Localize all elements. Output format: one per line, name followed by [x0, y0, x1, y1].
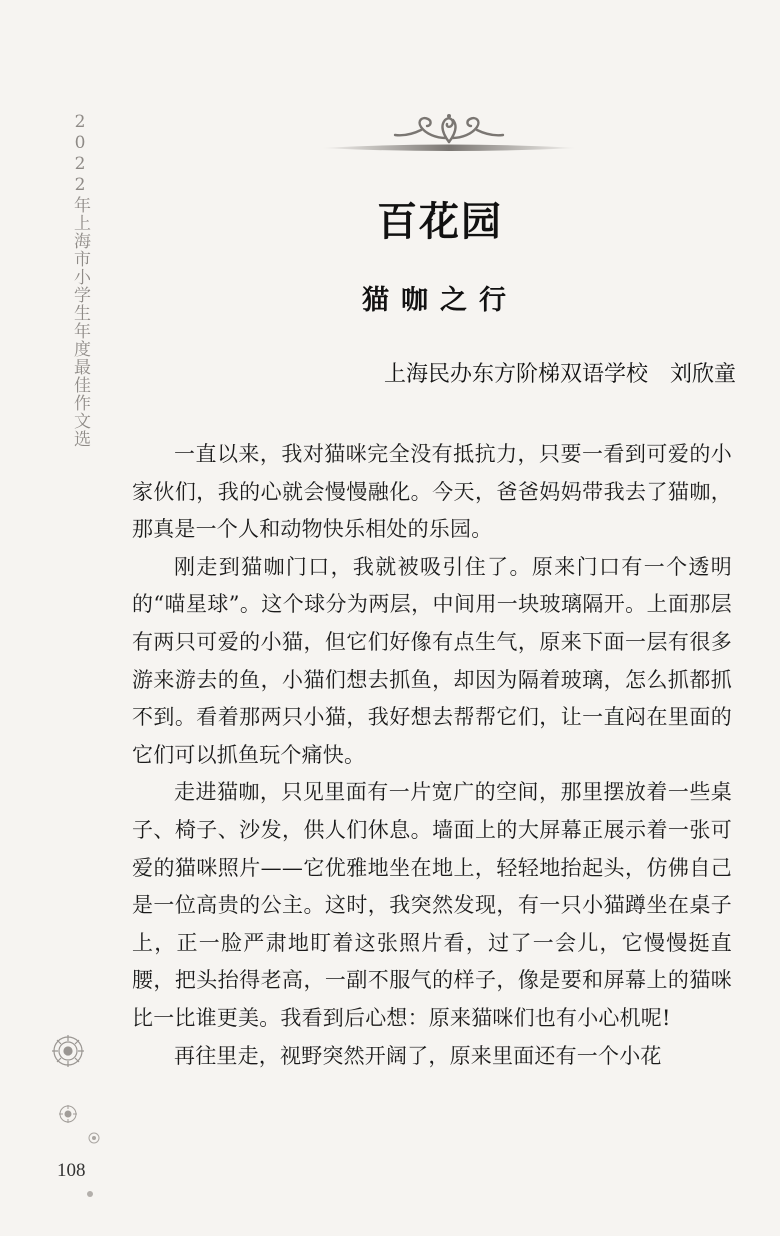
- dot-decoration-icon: [86, 1190, 94, 1198]
- section-title: 百花园: [377, 199, 503, 245]
- paragraph: 刚走到猫咖门口，我就被吸引住了。原来门口有一个透明的“喵星球”。这个球分为两层，中间用一块玻璃隔开。上面那层有两只可爱的小猫，但它们好像有点生气，原来下面一层有很多游来游去的鱼，小猫们想去抓鱼，却因为隔着玻璃，怎么抓都抓不到。看着那两只小猫，我好想去帮帮它们，让一直闷在里面的它们可以抓鱼玩个痛快。: [132, 554, 732, 767]
- paragraph: 走进猫咖，只见里面有一片宽广的空间，那里摆放着一些桌子、椅子、沙发，供人们休息。墙面上的大屏幕正展示着一张可爱的猫咪照片——它优雅地坐在地上，轻轻地抬起头，仿佛自己是一位高贵的公主。这时，我突然发现，有一只小猫蹲坐在桌子上，正一脸严肃地盯着这张照片看，过了一会儿，它慢慢挺直腰，把头抬得老高，一副不服气的样子，像是要和屏幕上的猫咪比一比谁更美。我看到后心想：原来猫咪们也有小心机呢!: [132, 780, 732, 1030]
- book-series-title: 2022年上海市小学生年度最佳作文选: [70, 112, 90, 448]
- flower-decoration-icon: [50, 1033, 86, 1069]
- paragraph: 一直以来，我对猫咪完全没有抵抗力，只要一看到可爱的小家伙们，我的心就会慢慢融化。今天，爸爸妈妈带我去了猫咖，那真是一个人和动物快乐相处的乐园。: [132, 442, 732, 542]
- author-name: 刘欣童: [669, 362, 736, 387]
- byline: [384, 357, 736, 388]
- flower-decoration-icon: [58, 1104, 78, 1124]
- article-body: [132, 436, 732, 1075]
- flower-decoration-icon: [88, 1132, 100, 1144]
- page-number: 108: [57, 1160, 86, 1181]
- school-name: 上海民办东方阶梯双语学校: [383, 362, 648, 387]
- paragraph: 再往里走，视野突然开阔了，原来里面还有一个小花: [174, 1043, 662, 1068]
- decorative-ornament-icon: [318, 108, 580, 168]
- article-title: 猫咖之行: [362, 285, 518, 316]
